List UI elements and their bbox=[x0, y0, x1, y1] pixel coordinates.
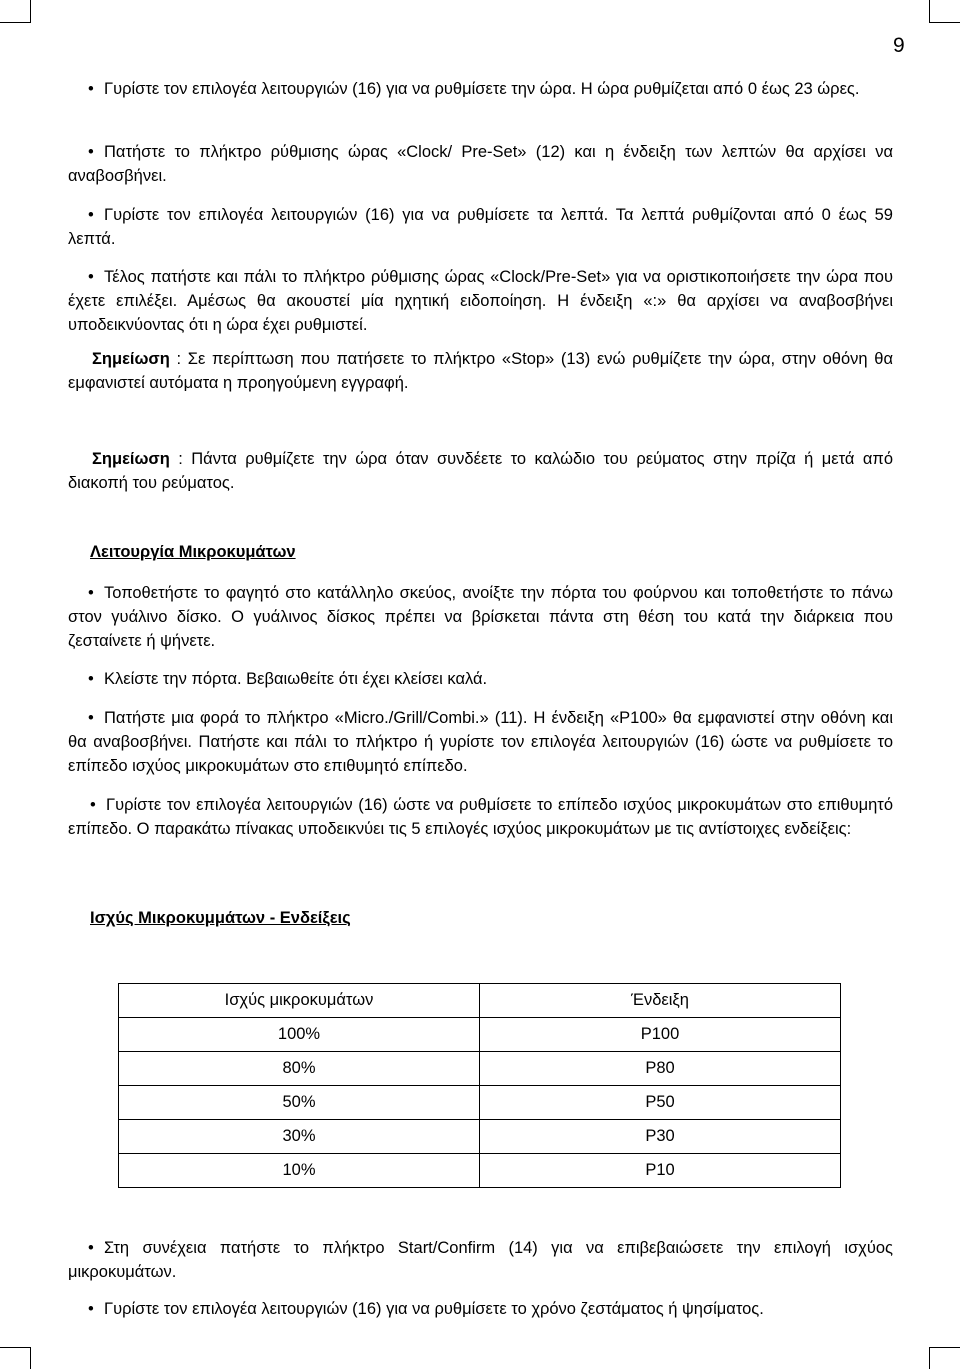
paragraph-text: Γυρίστε τον επιλογέα λειτουργιών (16) για να ρυθμίσετε τα λεπτά. Τα λεπτά ρυθμίζονται από 0 έως 59 λεπτά. bbox=[68, 206, 893, 248]
bullet-icon: • bbox=[88, 80, 94, 98]
note-text: : Σε περίπτωση που πατήσετε το πλήκτρο «Stop» (13) ενώ ρυθμίζετε την ώρα, στην οθόνη θα εμφανιστεί αυτόματα η προηγούμενη εγγραφή. bbox=[68, 350, 893, 392]
paragraph-text: Γυρίστε τον επιλογέα λειτουργιών (16) για να ρυθμίσετε την ώρα. Η ώρα ρυθμίζεται από 0 έως 23 ώρες. bbox=[104, 80, 860, 98]
paragraph-text: Πατήστε μια φορά το πλήκτρο «Micro./Grill/Combi.» (11). Η ένδειξη «P100» θα εμφανιστεί στην οθόνη και θα αναβοσβήνει. Πατήστε και πάλι το πλήκτρο ή γυρίστε τον επιλογέα λειτουργιών (16) ώστε να ρυθμίσετε το επίπεδο ισχύος μικροκυμάτων στο επιθυμητό επίπεδο. bbox=[68, 709, 893, 775]
power-cell: 50% bbox=[119, 1086, 480, 1120]
crop-mark-top-left-v bbox=[30, 0, 31, 22]
paragraph-text: Γυρίστε τον επιλογέα λειτουργιών (16) για να ρυθμίσετε το χρόνο ζεστάματος ή ψησίματος. bbox=[104, 1300, 764, 1318]
crop-mark-top-left-h bbox=[0, 22, 31, 23]
table-heading-power: Ισχύς Μικροκυμμάτων - Ενδείξεις bbox=[90, 909, 351, 927]
paragraph-clock-preset bbox=[68, 140, 893, 188]
indication-cell: P50 bbox=[480, 1086, 841, 1120]
table-row bbox=[119, 1018, 841, 1052]
crop-mark-bottom-right-h bbox=[929, 1347, 960, 1348]
note-text: : Πάντα ρυθμίζετε την ώρα όταν συνδέετε το καλώδιο του ρεύματος στην πρίζα ή μετά από διακοπή του ρεύματος. bbox=[68, 450, 893, 492]
paragraph-text: Τοποθετήστε το φαγητό στο κατάλληλο σκεύος, ανοίξτε την πόρτα του φούρνου και τοποθετήστε το πάνω στον γυάλινο δίσκο. Ο γυάλινος δίσκος πρέπει να βρίσκεται πάντα στη θέση του κατά την διάρκεια που ζεσταίνετε ή ψήνετε. bbox=[68, 584, 893, 650]
paragraph-power-level bbox=[68, 793, 893, 841]
paragraph-confirm-time bbox=[68, 265, 893, 337]
bullet-icon: • bbox=[88, 1300, 94, 1318]
power-cell: 100% bbox=[119, 1018, 480, 1052]
table-row bbox=[119, 1052, 841, 1086]
indication-cell: P80 bbox=[480, 1052, 841, 1086]
power-cell: 80% bbox=[119, 1052, 480, 1086]
indication-cell: P100 bbox=[480, 1018, 841, 1052]
note-power-cut bbox=[68, 447, 893, 495]
paragraph-set-minutes bbox=[68, 203, 893, 251]
power-cell: 30% bbox=[119, 1120, 480, 1154]
bullet-icon: • bbox=[88, 1239, 94, 1257]
paragraph-text: Κλείστε την πόρτα. Βεβαιωθείτε ότι έχει κλείσει καλά. bbox=[104, 670, 488, 688]
paragraph-place-food bbox=[68, 581, 893, 653]
indication-cell: P30 bbox=[480, 1120, 841, 1154]
table-header-row bbox=[119, 984, 841, 1018]
crop-mark-bottom-right-v bbox=[929, 1347, 930, 1369]
column-header: Ισχύς μικροκυμάτων bbox=[119, 984, 480, 1018]
power-cell: 10% bbox=[119, 1154, 480, 1188]
paragraph-micro-key bbox=[68, 706, 893, 778]
paragraph-start-confirm bbox=[68, 1236, 893, 1284]
bullet-icon: • bbox=[88, 709, 94, 727]
note-stop-key bbox=[68, 347, 893, 395]
paragraph-set-cook-time bbox=[68, 1297, 893, 1321]
bullet-icon: • bbox=[88, 143, 94, 161]
paragraph-text: Πατήστε το πλήκτρο ρύθμισης ώρας «Clock/ Pre-Set» (12) και η ένδειξη των λεπτών θα αρχίσει να αναβοσβήνει. bbox=[68, 143, 893, 185]
bullet-icon: • bbox=[88, 584, 94, 602]
table-row bbox=[119, 1086, 841, 1120]
bullet-icon: • bbox=[90, 796, 96, 814]
column-header: Ένδειξη bbox=[480, 984, 841, 1018]
note-label: Σημείωση bbox=[92, 350, 170, 368]
crop-mark-bottom-left-h bbox=[0, 1347, 31, 1348]
section-heading-microwave: Λειτουργία Μικροκυμάτων bbox=[90, 543, 296, 561]
bullet-icon: • bbox=[88, 268, 94, 286]
crop-mark-top-right-v bbox=[929, 0, 930, 22]
note-label: Σημείωση bbox=[92, 450, 170, 468]
paragraph-text: Γυρίστε τον επιλογέα λειτουργιών (16) ώστε να ρυθμίσετε το επίπεδο ισχύος μικροκυμάτων στο επιθυμητό επίπεδο. Ο παρακάτω πίνακας υποδεικνύει τις 5 επιλογές ισχύος μικροκυμάτων με τις αντίστοιχες ενδείξεις: bbox=[68, 796, 893, 838]
paragraph-set-hour bbox=[68, 77, 893, 101]
table-row bbox=[119, 1120, 841, 1154]
page-number: 9 bbox=[893, 34, 905, 57]
power-table bbox=[118, 983, 841, 1188]
bullet-icon: • bbox=[88, 670, 94, 688]
indication-cell: P10 bbox=[480, 1154, 841, 1188]
paragraph-text: Τέλος πατήστε και πάλι το πλήκτρο ρύθμισης ώρας «Clock/Pre-Set» για να οριστικοποιήσετε την ώρα που έχετε επιλέξει. Αμέσως θα ακουστεί μία ηχητική ειδοποίηση. Η ένδειξη «:» θα αρχίσει να αναβοσβήνει υποδεικνύοντας ότι η ώρα έχει ρυθμιστεί. bbox=[68, 268, 893, 334]
paragraph-text: Στη συνέχεια πατήστε το πλήκτρο Start/Confirm (14) για να επιβεβαιώσετε την επιλογή ισχύος μικροκυμάτων. bbox=[68, 1239, 893, 1281]
crop-mark-top-right-h bbox=[929, 22, 960, 23]
paragraph-close-door bbox=[68, 667, 893, 691]
crop-mark-bottom-left-v bbox=[30, 1347, 31, 1369]
bullet-icon: • bbox=[88, 206, 94, 224]
table-row bbox=[119, 1154, 841, 1188]
